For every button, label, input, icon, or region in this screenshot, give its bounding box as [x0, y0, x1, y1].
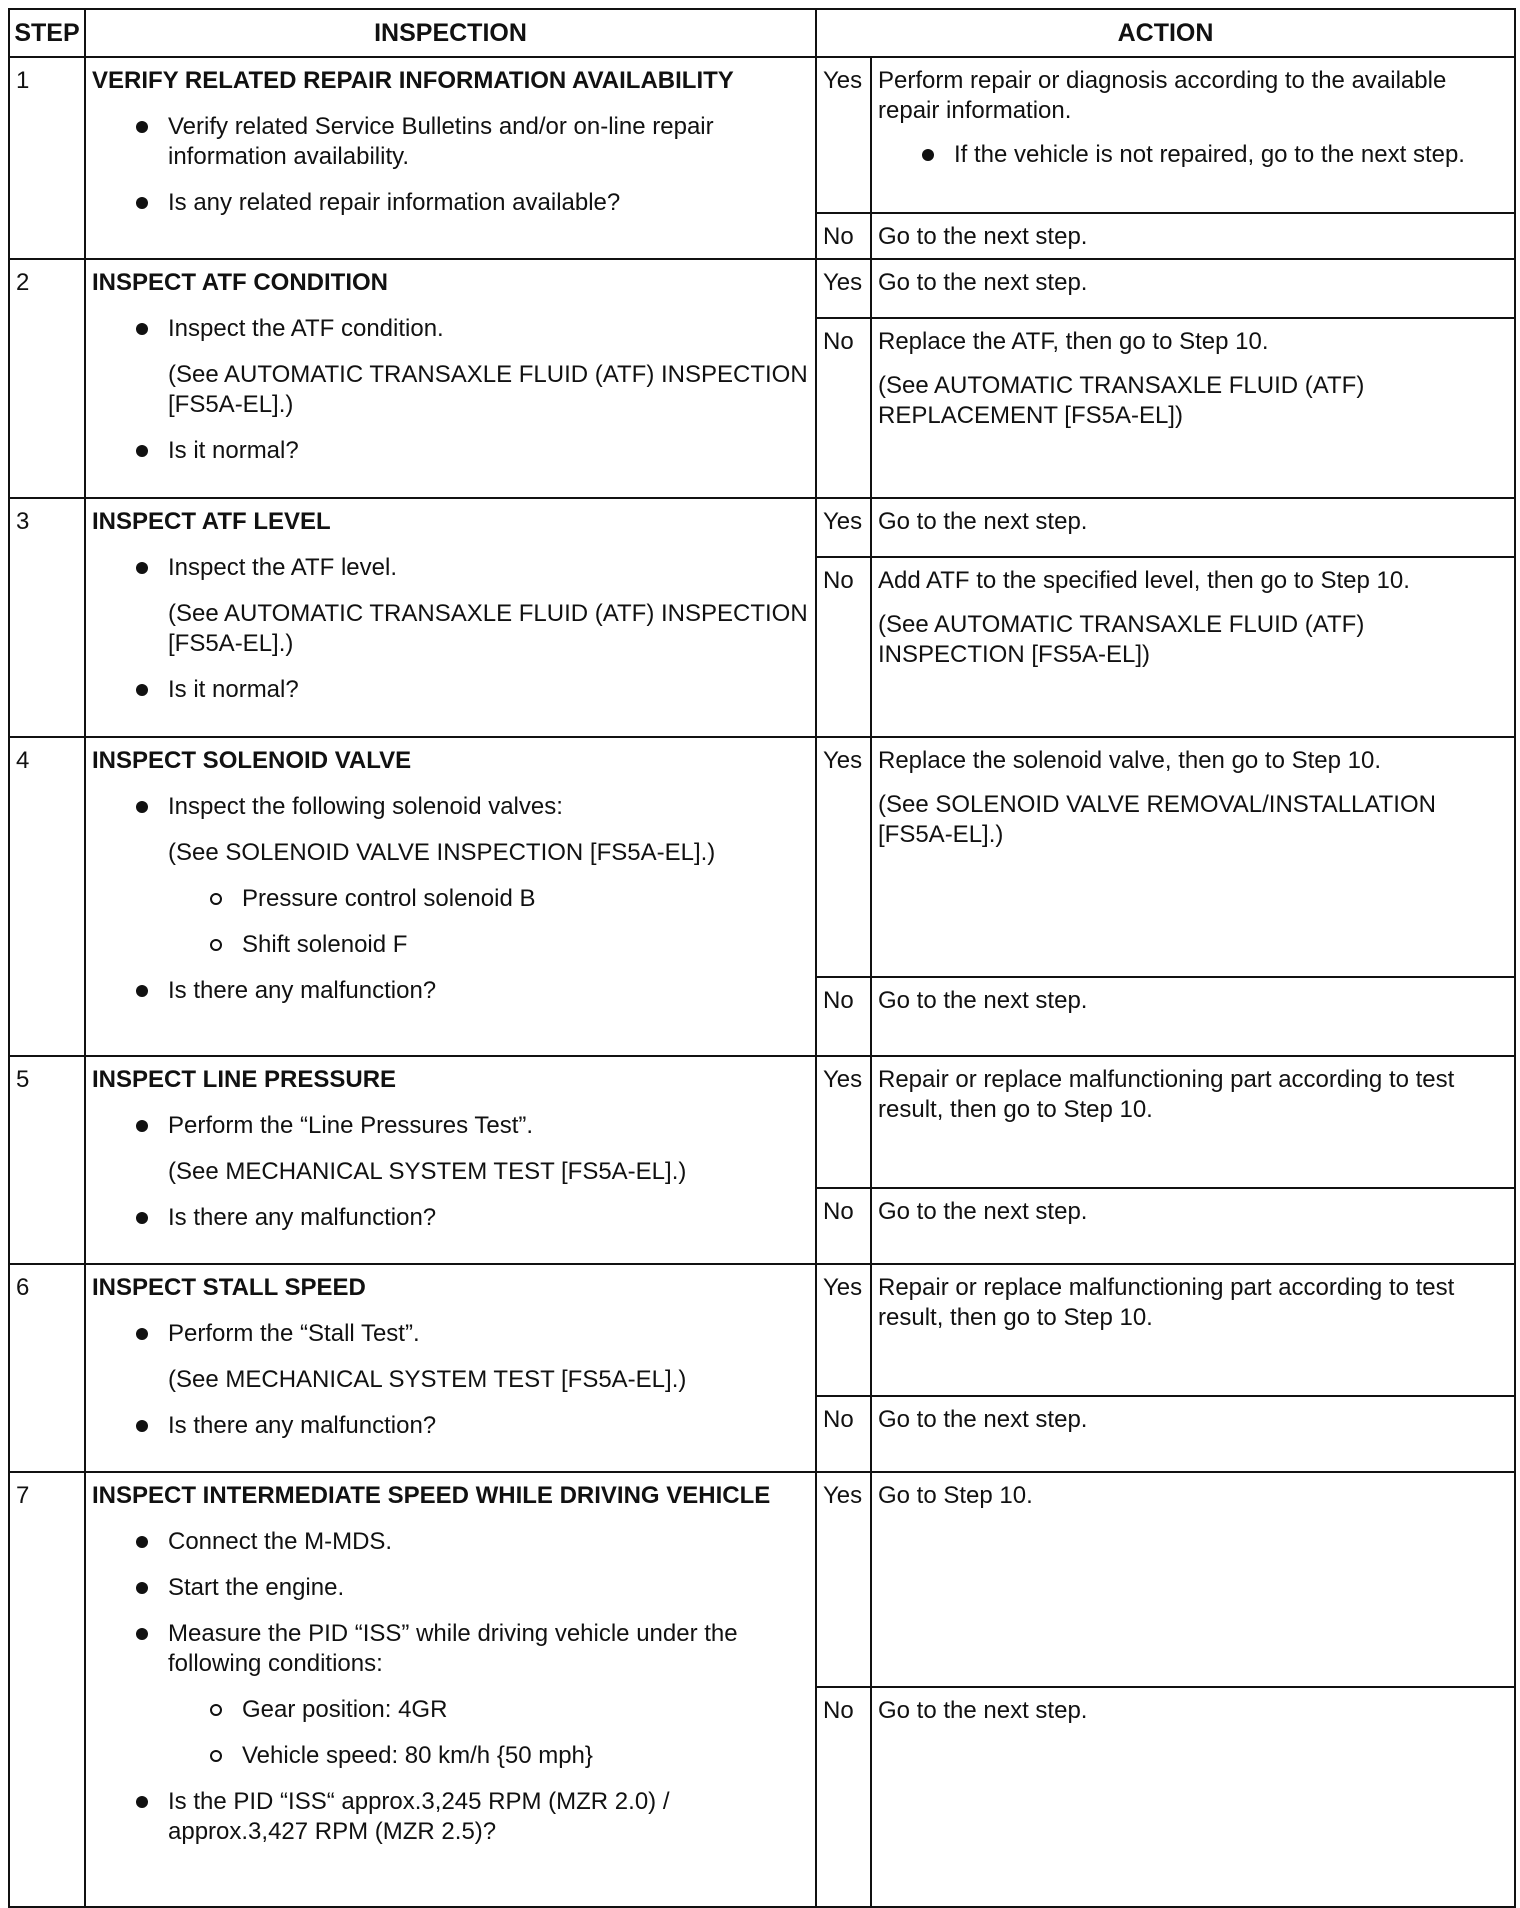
- step-number: 6: [9, 1264, 85, 1472]
- inspection-reference: (See MECHANICAL SYSTEM TEST [FS5A-EL].): [168, 1158, 687, 1185]
- yes-label: Yes: [816, 498, 871, 557]
- header-step: STEP: [9, 9, 85, 57]
- yes-label: Yes: [816, 1056, 871, 1188]
- step-inspection: [85, 737, 816, 1056]
- no-label: No: [816, 977, 871, 1056]
- no-label: No: [816, 1188, 871, 1264]
- inspection-question: Is it normal?: [92, 675, 809, 705]
- yes-label: Yes: [816, 259, 871, 318]
- step-title: INSPECT STALL SPEED: [92, 1274, 366, 1301]
- action-bullet: If the vehicle is not repaired, go to the next step.: [878, 140, 1508, 170]
- step-5-yes-row: [9, 1056, 1515, 1188]
- no-action: Go to the next step.: [871, 1396, 1515, 1472]
- inspection-question: Is there any malfunction?: [92, 976, 809, 1006]
- inspection-question: Is there any malfunction?: [92, 1411, 809, 1441]
- diagnostic-table: [8, 8, 1516, 1908]
- header-inspection: INSPECTION: [85, 9, 816, 57]
- yes-label: Yes: [816, 1472, 871, 1687]
- inspection-subitem: Pressure control solenoid B: [92, 884, 809, 914]
- inspection-bullet: Verify related Service Bulletins and/or on-line repair information availability.: [92, 112, 809, 172]
- inspection-question: Is it normal?: [92, 436, 809, 466]
- no-action: Go to the next step.: [871, 1188, 1515, 1264]
- step-number: 2: [9, 259, 85, 498]
- no-label: No: [816, 213, 871, 259]
- step-number: 7: [9, 1472, 85, 1907]
- inspection-bullet: Perform the “Line Pressures Test”.: [92, 1111, 809, 1141]
- step-inspection: [85, 259, 816, 498]
- inspection-reference: (See MECHANICAL SYSTEM TEST [FS5A-EL].): [168, 1366, 687, 1393]
- step-title: INSPECT INTERMEDIATE SPEED WHILE DRIVING VEHICLE: [92, 1482, 771, 1509]
- step-3-yes-row: [9, 498, 1515, 557]
- inspection-bullet: Start the engine.: [92, 1573, 809, 1603]
- inspection-question: Is the PID “ISS“ approx.3,245 RPM (MZR 2.0) / approx.3,427 RPM (MZR 2.5)?: [92, 1787, 809, 1847]
- step-6-yes-row: [9, 1264, 1515, 1396]
- yes-label: Yes: [816, 1264, 871, 1396]
- yes-action: Repair or replace malfunctioning part according to test result, then go to Step 10.: [871, 1056, 1515, 1188]
- inspection-question: Is any related repair information available?: [92, 188, 809, 218]
- action-reference: (See AUTOMATIC TRANSAXLE FLUID (ATF) INSPECTION [FS5A-EL]): [878, 611, 1365, 668]
- step-title: INSPECT SOLENOID VALVE: [92, 747, 412, 774]
- step-inspection: [85, 1264, 816, 1472]
- inspection-bullet: Inspect the ATF level.: [92, 553, 809, 583]
- inspection-bullet: Inspect the ATF condition.: [92, 314, 809, 344]
- yes-action: Go to Step 10.: [871, 1472, 1515, 1687]
- no-label: No: [816, 557, 871, 737]
- no-label: No: [816, 1687, 871, 1907]
- step-number: 3: [9, 498, 85, 737]
- yes-label: Yes: [816, 737, 871, 977]
- action-text: Add ATF to the specified level, then go to Step 10.: [878, 567, 1410, 594]
- step-title: INSPECT LINE PRESSURE: [92, 1066, 397, 1093]
- step-7-yes-row: [9, 1472, 1515, 1687]
- step-1-yes-row: [9, 57, 1515, 213]
- action-text: Replace the solenoid valve, then go to Step 10.: [878, 747, 1382, 774]
- no-action: Go to the next step.: [871, 213, 1515, 259]
- yes-action: [871, 57, 1515, 213]
- step-title: INSPECT ATF CONDITION: [92, 269, 388, 296]
- no-action: [871, 557, 1515, 737]
- no-label: No: [816, 318, 871, 498]
- yes-action: Go to the next step.: [871, 498, 1515, 557]
- yes-action: Go to the next step.: [871, 259, 1515, 318]
- step-number: 1: [9, 57, 85, 259]
- no-label: No: [816, 1396, 871, 1472]
- inspection-subitem: Gear position: 4GR: [92, 1695, 809, 1725]
- no-action: Go to the next step.: [871, 977, 1515, 1056]
- step-inspection: [85, 57, 816, 259]
- inspection-reference: (See AUTOMATIC TRANSAXLE FLUID (ATF) INSPECTION [FS5A-EL].): [168, 600, 808, 657]
- action-reference: (See SOLENOID VALVE REMOVAL/INSTALLATION [FS5A-EL].): [878, 791, 1436, 848]
- action-text: Perform repair or diagnosis according to the available repair information.: [878, 67, 1447, 124]
- inspection-subitem: Shift solenoid F: [92, 930, 809, 960]
- inspection-bullet: Connect the M-MDS.: [92, 1527, 809, 1557]
- step-number: 5: [9, 1056, 85, 1264]
- inspection-bullet: Perform the “Stall Test”.: [92, 1319, 809, 1349]
- step-title: INSPECT ATF LEVEL: [92, 508, 331, 535]
- yes-label: Yes: [816, 57, 871, 213]
- header-row: [9, 9, 1515, 57]
- inspection-bullet: Inspect the following solenoid valves:: [92, 792, 809, 822]
- inspection-question: Is there any malfunction?: [92, 1203, 809, 1233]
- no-action: [871, 318, 1515, 498]
- action-reference: (See AUTOMATIC TRANSAXLE FLUID (ATF) REPLACEMENT [FS5A-EL]): [878, 372, 1365, 429]
- step-2-yes-row: [9, 259, 1515, 318]
- step-number: 4: [9, 737, 85, 1056]
- step-inspection: [85, 1472, 816, 1907]
- header-action: ACTION: [816, 9, 1515, 57]
- no-action: Go to the next step.: [871, 1687, 1515, 1907]
- step-inspection: [85, 1056, 816, 1264]
- step-4-yes-row: [9, 737, 1515, 977]
- yes-action: [871, 737, 1515, 977]
- step-inspection: [85, 498, 816, 737]
- inspection-reference: (See AUTOMATIC TRANSAXLE FLUID (ATF) INSPECTION [FS5A-EL].): [168, 361, 808, 418]
- yes-action: Repair or replace malfunctioning part according to test result, then go to Step 10.: [871, 1264, 1515, 1396]
- step-title: VERIFY RELATED REPAIR INFORMATION AVAILABILITY: [92, 67, 734, 94]
- inspection-subitem: Vehicle speed: 80 km/h {50 mph}: [92, 1741, 809, 1771]
- action-text: Replace the ATF, then go to Step 10.: [878, 328, 1269, 355]
- inspection-reference: (See SOLENOID VALVE INSPECTION [FS5A-EL].): [168, 839, 716, 866]
- inspection-bullet: Measure the PID “ISS” while driving vehicle under the following conditions:: [92, 1619, 809, 1679]
